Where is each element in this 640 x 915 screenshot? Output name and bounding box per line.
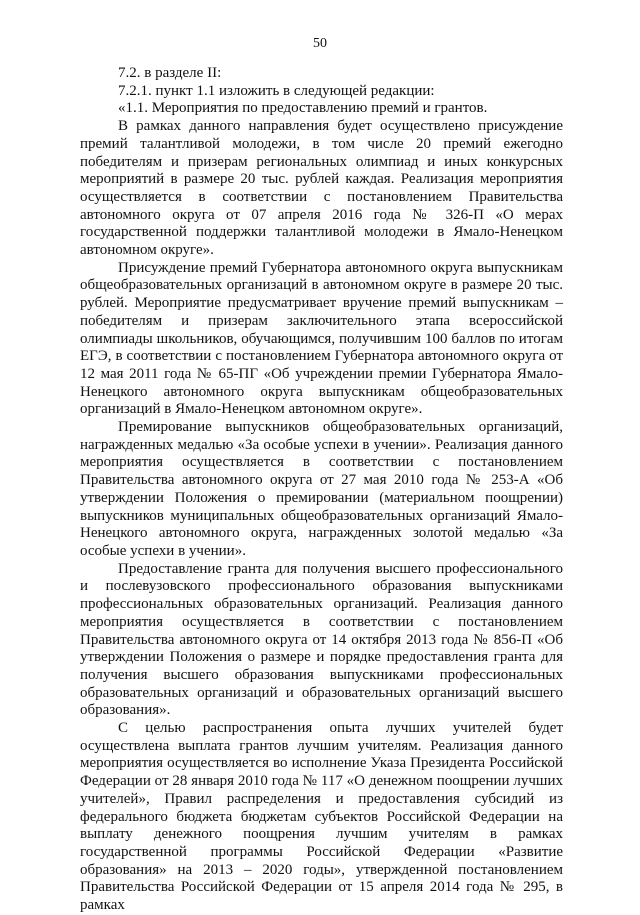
paragraph-teacher-grants: С целью распространения опыта лучших учителей будет осуществлена выплата грантов лучшим учителям. Реализация данного мероприятия осуществляется во исполнение Указа Президента Российской Федерации от 28 января 2010 года № 117 «О денежном поощрении лучших учителей», Правил распределения и предоставления субсидий из федерального бюджета бюджетам субъектов Российской Федерации на выплату денежного поощрения лучшим учителям в рамках государственной программы Российской Федерации «Развитие образования» на 2013 – 2020 годы», утвержденной постановлением Правительства Российской Федерации от 15 апреля 2014 года № 295, в рамках bbox=[80, 720, 563, 914]
paragraph-section-ref: 7.2. в разделе II: bbox=[118, 65, 222, 81]
page-number: 50 bbox=[313, 36, 327, 51]
paragraph-clause-ref: 7.2.1. пункт 1.1 изложить в следующей редакции: bbox=[118, 82, 435, 99]
paragraph-governor-awards: Присуждение премий Губернатора автономного округа выпускникам общеобразовательных организаций в автономном округе в размере 20 тыс. рублей. Мероприятие предусматривает вручение премий выпускникам – победителям и призерам заключительного этапа всероссийской олимпиады школьников, обучающимся, получившим 100 баллов по итогам ЕГЭ, в соответствии с постановлением Губернатора автономного округа от 12 мая 2011 года № 65-ПГ «Об учреждении премии Губернатора Ямало-Ненецкого автономного округа выпускникам общеобразовательных организаций в Ямало-Ненецком автономном округе». bbox=[80, 259, 563, 418]
paragraph-heading: «1.1. Мероприятия по предоставлению премий и грантов. bbox=[118, 100, 488, 117]
document-body bbox=[80, 65, 563, 915]
paragraph-medal-awards: Премирование выпускников общеобразовательных организаций, награжденных медалью «За особые успехи в учении». Реализация данного мероприятия осуществляется в соответствии с постановлением Правительства автономного округа от 27 мая 2010 года № 253-А «Об утверждении Положения о премировании (материальном поощрении) выпускников муниципальных общеобразовательных организаций Ямало-Ненецкого автономного округа, награжденных золотой медалью «За особые успехи в учении». bbox=[80, 419, 563, 559]
paragraph-youth-awards: В рамках данного направления будет осуществлено присуждение премий талантливой молодежи, в том числе 20 премий ежегодно победителям и призерам региональных олимпиад и иных конкурсных мероприятий в размере 20 тыс. рублей каждая. Реализация мероприятия осуществляется в соответствии с постановлением Правительства автономного округа от 07 апреля 2016 года № 326-П «О мерах государственной поддержки талантливой молодежи в Ямало-Ненецком автономном округе». bbox=[80, 118, 563, 259]
paragraph-education-grant: Предоставление гранта для получения высшего профессионального и послевузовского профессионального образования выпускниками профессиональных образовательных организаций. Реализация данного мероприятия осуществляется в соответствии с постановлением Правительства автономного округа от 14 октября 2013 года № 856-П «Об утверждении Положения о размере и порядке предоставления гранта для получения высшего образования выпускниками профессиональных образовательных организаций и образовательных организаций высшего образования». bbox=[80, 560, 563, 719]
